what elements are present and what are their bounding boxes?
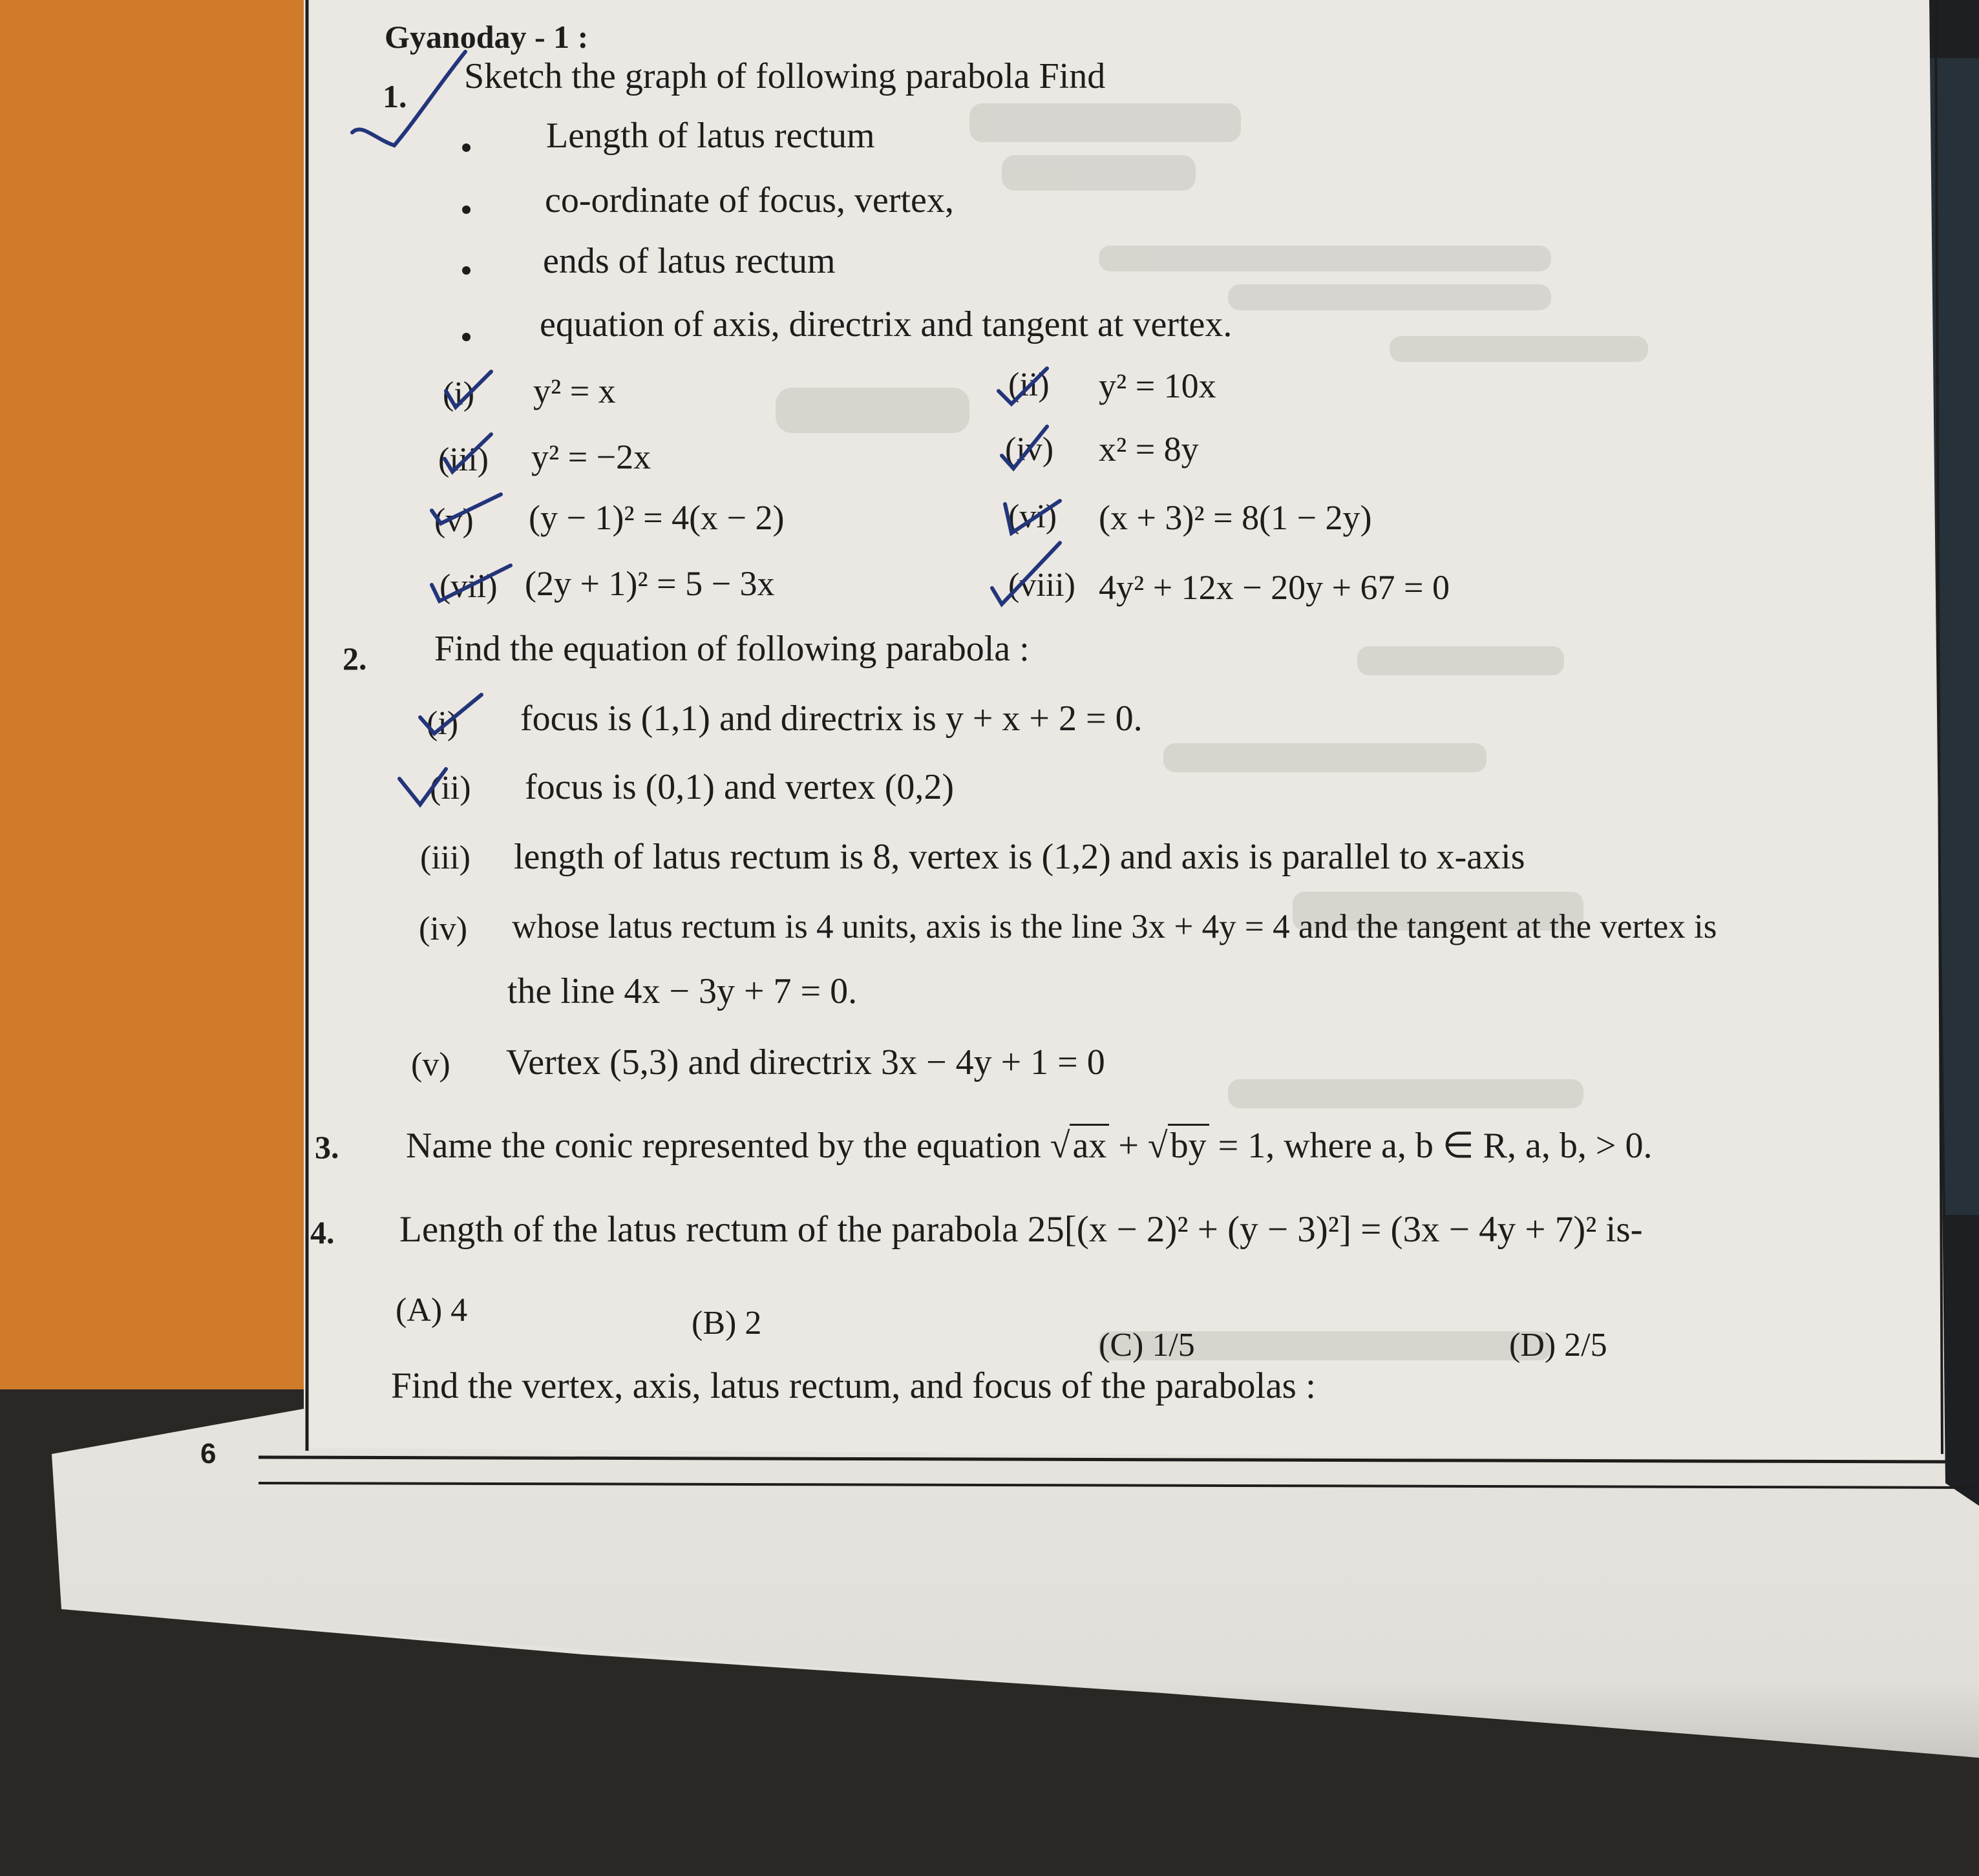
q1-part-label: (viii)	[1008, 567, 1075, 604]
q1-bullet-2: co-ordinate of focus, vertex,	[545, 180, 954, 220]
bullet-icon	[462, 143, 471, 152]
q1-part-label: (v)	[434, 502, 474, 539]
q2-part-text: length of latus rectum is 8, vertex is (1,2) and axis is parallel to x-axis	[514, 837, 1525, 877]
q2-part-label: (v)	[411, 1046, 450, 1083]
q1-part-label: (vii)	[439, 568, 498, 605]
q1-part-label: (iv)	[1005, 431, 1054, 468]
q1-part-label: (vi)	[1008, 498, 1057, 535]
q1-bullet-3: ends of latus rectum	[543, 241, 836, 281]
q3-eq-end: = 1	[1218, 1126, 1266, 1166]
q1-part-eq: y² = x	[533, 372, 616, 410]
q1-part-label: (iii)	[438, 441, 489, 478]
q1-number: 1.	[383, 78, 407, 114]
q2-part-label: (ii)	[430, 770, 471, 806]
q4-option-a: (A) 4	[396, 1292, 468, 1329]
q1-part-eq: 4y² + 12x − 20y + 67 = 0	[1099, 568, 1450, 607]
q5-text: Find the vertex, axis, latus rectum, and focus of the parabolas :	[391, 1365, 1316, 1406]
q1-part-eq: y² = 10x	[1099, 366, 1216, 405]
q2-part-label: (iv)	[419, 911, 468, 947]
q2-part-text: whose latus rectum is 4 units, axis is the line 3x + 4y = 4 and the tangent at the vertex is	[512, 908, 1717, 945]
bullet-icon	[462, 333, 471, 341]
q1-part-label: (i)	[443, 375, 475, 412]
q4-option-c: (C) 1/5	[1099, 1327, 1195, 1364]
q1-part-eq: y² = −2x	[531, 437, 651, 476]
q2-part-label: (i)	[427, 705, 459, 742]
q4-option-d: (D) 2/5	[1509, 1327, 1607, 1364]
q2-number: 2.	[343, 640, 367, 677]
q3-number: 3.	[315, 1129, 339, 1165]
q4-text: Length of the latus rectum of the parabola 25[(x − 2)² + (y − 3)²] = (3x − 4y + 7)² is-	[399, 1209, 1643, 1250]
bullet-icon	[462, 266, 471, 275]
bullet-icon	[462, 206, 471, 214]
q1-part-eq: (y − 1)² = 4(x − 2)	[529, 498, 785, 537]
q4-option-b: (B) 2	[692, 1305, 762, 1342]
q1-part-eq: (x + 3)² = 8(1 − 2y)	[1099, 498, 1372, 537]
q3-pre: Name the conic represented by the equation	[406, 1126, 1041, 1166]
q4-number: 4.	[310, 1214, 335, 1250]
page-number: 6	[200, 1438, 217, 1470]
sqrt-by: √by	[1148, 1125, 1209, 1166]
q1-bullet-4: equation of axis, directrix and tangent at vertex.	[540, 304, 1233, 344]
q3-post: , where a, b ∈ R, a, b, > 0.	[1265, 1126, 1653, 1166]
page-header-title: Gyanoday - 1 :	[385, 19, 589, 55]
q1-bullet-1: Length of latus rectum	[546, 116, 875, 156]
q1-text: Sketch the graph of following parabola Find	[464, 56, 1106, 96]
q1-part-eq: x² = 8y	[1099, 430, 1199, 469]
q2-part-text: focus is (1,1) and directrix is y + x + 2 = 0.	[520, 699, 1143, 739]
q2-part-label: (iii)	[420, 839, 471, 876]
q2-part-text: Vertex (5,3) and directrix 3x − 4y + 1 = 0	[506, 1042, 1105, 1082]
sqrt-ax: √ax	[1050, 1125, 1110, 1166]
q1-part-label: (ii)	[1008, 366, 1050, 403]
q3-plus: +	[1118, 1126, 1139, 1166]
q1-part-eq: (2y + 1)² = 5 − 3x	[525, 564, 775, 603]
q2-part-text-cont: the line 4x − 3y + 7 = 0.	[507, 971, 858, 1011]
q2-text: Find the equation of following parabola :	[434, 629, 1030, 669]
q3-text	[406, 1124, 1652, 1166]
q2-part-text: focus is (0,1) and vertex (0,2)	[525, 767, 955, 807]
